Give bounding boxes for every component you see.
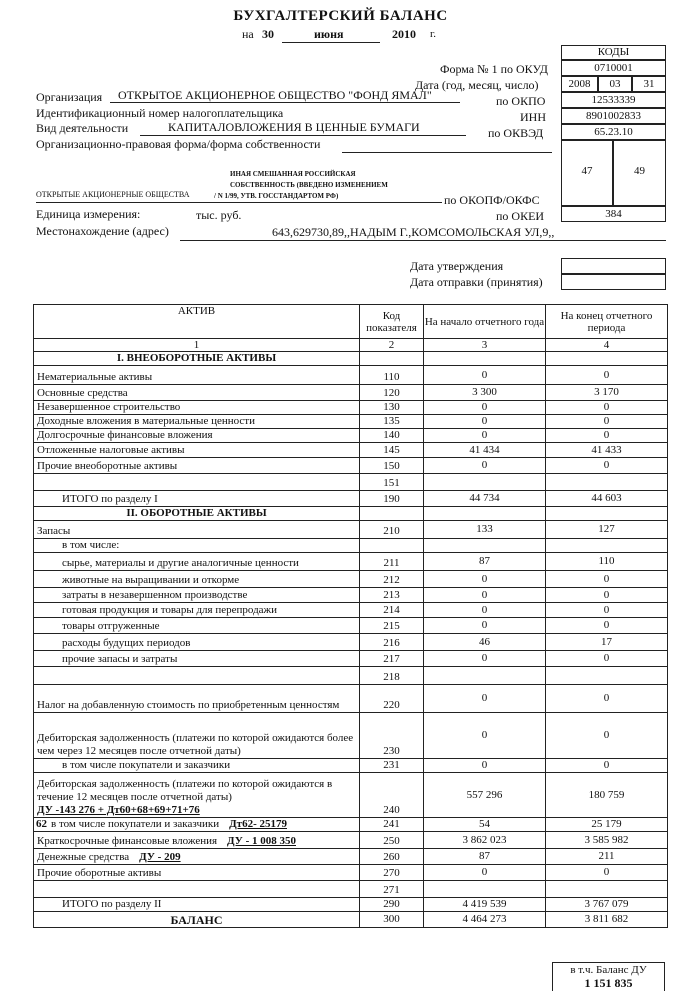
row-end: 25 179	[546, 818, 668, 832]
row-start: 46	[424, 634, 546, 651]
row-label-text: Нематериальные активы	[37, 371, 153, 383]
row-end: 0	[546, 651, 668, 667]
row-label-text: прочие запасы и затраты	[62, 653, 178, 665]
table-row	[34, 773, 668, 818]
row-code: 271	[360, 881, 424, 898]
row-start: 4 419 539	[424, 898, 546, 912]
table-row	[34, 458, 668, 474]
row-label	[34, 571, 360, 588]
row-label	[34, 713, 360, 759]
row-code: 213	[360, 588, 424, 603]
table-row	[34, 651, 668, 667]
row-start: 0	[424, 685, 546, 713]
row-start: 0	[424, 401, 546, 415]
row-start: 0	[424, 458, 546, 474]
row-end: 211	[546, 849, 668, 865]
row-code: 150	[360, 458, 424, 474]
row-label	[34, 832, 360, 849]
sent-label: Дата отправки (принятия)	[410, 275, 543, 289]
row-end: 0	[546, 618, 668, 634]
table-row	[34, 667, 668, 685]
row-start: 0	[424, 651, 546, 667]
table-row	[34, 818, 668, 832]
table-row	[34, 415, 668, 429]
row-end: 3 585 982	[546, 832, 668, 849]
row-start: 4 464 273	[424, 912, 546, 928]
row-label	[34, 881, 360, 898]
row-end: 3 170	[546, 385, 668, 401]
row-code: 135	[360, 415, 424, 429]
row-end: 0	[546, 458, 668, 474]
row-start: 0	[424, 759, 546, 773]
row-start: 0	[424, 588, 546, 603]
row-end: 0	[546, 685, 668, 713]
col-num-4: 4	[546, 339, 668, 352]
table-row	[34, 603, 668, 618]
row-label-text: ИТОГО по разделу I	[62, 493, 158, 505]
row-label-text: Краткосрочные финансовые вложения	[37, 835, 218, 847]
row-label-text: Денежные средства	[37, 851, 130, 863]
col-header-asset: АКТИВ	[34, 305, 360, 339]
row-code: 212	[360, 571, 424, 588]
row-label	[34, 634, 360, 651]
row-label	[34, 539, 360, 553]
table-row	[34, 474, 668, 491]
stamp-line2: СОБСТВЕННОСТЬ (ВВЕДЕНО ИЗМЕНЕНИЕМ	[230, 181, 388, 189]
section-row	[34, 507, 668, 521]
row-start: 3 300	[424, 385, 546, 401]
row-label	[34, 429, 360, 443]
row-code: 210	[360, 521, 424, 539]
table-row	[34, 539, 668, 553]
row-code: 300	[360, 912, 424, 928]
org-label: Организация	[36, 90, 103, 104]
row-end: 0	[546, 865, 668, 881]
row-label	[34, 443, 360, 458]
code-okved: 65.23.10	[561, 124, 666, 140]
row-end	[546, 474, 668, 491]
row-start	[424, 881, 546, 898]
table-row	[34, 832, 668, 849]
row-label	[34, 603, 360, 618]
row-label-text: товары отгруженные	[62, 620, 160, 632]
footer-note-line2: 1 151 835	[584, 976, 633, 990]
row-end: 110	[546, 553, 668, 571]
code-date-month: 03	[598, 76, 632, 92]
page-title: БУХГАЛТЕРСКИЙ БАЛАНС	[233, 8, 448, 24]
handwritten-note: ДУ -143 276 + Дт60+68+69+71+76	[37, 804, 200, 816]
row-code: 218	[360, 667, 424, 685]
row-label	[34, 759, 360, 773]
date-suffix: г.	[430, 28, 437, 40]
row-start	[424, 539, 546, 553]
row-start: 44 734	[424, 491, 546, 507]
table-row	[34, 401, 668, 415]
table-row	[34, 385, 668, 401]
row-code: 215	[360, 618, 424, 634]
okved-label: по ОКВЭД	[488, 126, 544, 140]
table-row	[34, 553, 668, 571]
col-header-code: Код показателя	[360, 305, 424, 339]
row-end: 41 433	[546, 443, 668, 458]
row-code: 145	[360, 443, 424, 458]
row-label-text: ИТОГО по разделу II	[62, 898, 162, 910]
table-row	[34, 759, 668, 773]
handwritten-note: Дт62- 25179	[229, 818, 287, 830]
row-label-text: Доходные вложения в материальные ценности	[37, 415, 255, 427]
approval-label: Дата утверждения	[410, 259, 504, 273]
address-label: Местонахождение (адрес)	[36, 224, 169, 238]
row-label	[34, 521, 360, 539]
row-label-text: в том числе покупатели и заказчики	[51, 818, 220, 830]
row-prefix: 62	[36, 818, 47, 830]
row-code: 216	[360, 634, 424, 651]
table-row	[34, 865, 668, 881]
row-end: 44 603	[546, 491, 668, 507]
col-header-end: На конец отчетного периода	[546, 305, 668, 339]
handwritten-note: ДУ - 1 008 350	[227, 835, 296, 847]
table-row	[34, 881, 668, 898]
table-row	[34, 521, 668, 539]
code-okpo: 12533339	[561, 92, 666, 108]
row-start: 0	[424, 865, 546, 881]
row-label	[34, 685, 360, 713]
table-row	[34, 685, 668, 713]
address-value: 643,629730,89,,НАДЫМ Г.,КОМСОМОЛЬСКАЯ УЛ,9,,	[272, 225, 555, 239]
row-end: 0	[546, 415, 668, 429]
row-end: 0	[546, 713, 668, 759]
section-title: II. ОБОРОТНЫЕ АКТИВЫ	[34, 507, 360, 521]
row-label-text: Отложенные налоговые активы	[37, 444, 185, 456]
row-label-text: Долгосрочные финансовые вложения	[37, 429, 213, 441]
row-end: 0	[546, 588, 668, 603]
stamp-line3: ОТКРЫТЫЕ АКЦИОНЕРНЫЕ ОБЩЕСТВА	[36, 190, 190, 199]
row-label-text: Прочие внеоборотные активы	[37, 460, 178, 472]
date-label: Дата (год, месяц, число)	[415, 78, 539, 92]
balance-table	[33, 304, 668, 928]
footer-note	[552, 962, 665, 991]
inn-label: Идентификационный номер налогоплательщика	[36, 106, 284, 120]
row-label	[34, 553, 360, 571]
code-date-day: 31	[632, 76, 666, 92]
row-code: 217	[360, 651, 424, 667]
empty-cell	[424, 352, 546, 366]
row-end: 0	[546, 603, 668, 618]
row-end: 0	[546, 401, 668, 415]
row-end: 127	[546, 521, 668, 539]
row-code: 250	[360, 832, 424, 849]
row-code: 120	[360, 385, 424, 401]
row-code: 241	[360, 818, 424, 832]
row-label-text: Основные средства	[37, 387, 128, 399]
row-start: 0	[424, 618, 546, 634]
row-code: 240	[360, 773, 424, 818]
row-label	[34, 588, 360, 603]
approval-box[interactable]	[561, 258, 666, 274]
row-label	[34, 458, 360, 474]
row-label	[34, 898, 360, 912]
code-okopf: 47	[561, 140, 613, 206]
table-row	[34, 443, 668, 458]
row-code: 140	[360, 429, 424, 443]
table-row	[34, 571, 668, 588]
row-label	[34, 667, 360, 685]
row-label-text: Прочие оборотные активы	[37, 867, 162, 879]
row-end: 0	[546, 366, 668, 385]
org-value: ОТКРЫТОЕ АКЦИОНЕРНОЕ ОБЩЕСТВО "ФОНД ЯМАЛ"	[118, 88, 432, 102]
stamp-line4: / N 1/99, УТВ. ГОССТАНДАРТОМ РФ)	[214, 192, 339, 200]
table-row	[34, 634, 668, 651]
row-code: 220	[360, 685, 424, 713]
row-end: 0	[546, 759, 668, 773]
row-label-text: Налог на добавленную стоимость по приобретенным ценностям	[37, 699, 340, 711]
row-label-text: затраты в незавершенном производстве	[62, 589, 248, 601]
row-code: 151	[360, 474, 424, 491]
row-code	[360, 539, 424, 553]
table-row	[34, 588, 668, 603]
activity-label: Вид деятельности	[36, 121, 129, 135]
row-end: 17	[546, 634, 668, 651]
row-label-text: Дебиторская задолженность (платежи по которой ожидаются более чем через 12 месяцев после отчетной даты)	[37, 732, 354, 757]
code-inn: 8901002833	[561, 108, 666, 124]
empty-cell	[360, 507, 424, 521]
row-label	[34, 865, 360, 881]
row-label-text: Незавершенное строительство	[37, 401, 181, 413]
row-label	[34, 491, 360, 507]
row-start: 41 434	[424, 443, 546, 458]
table-row	[34, 898, 668, 912]
row-label-text: БАЛАНС	[170, 913, 223, 927]
row-label	[34, 912, 360, 928]
row-code: 110	[360, 366, 424, 385]
row-end: 3 767 079	[546, 898, 668, 912]
code-date-year: 2008	[561, 76, 598, 92]
row-label	[34, 849, 360, 865]
row-end: 180 759	[546, 773, 668, 818]
row-code: 231	[360, 759, 424, 773]
row-label	[34, 474, 360, 491]
row-label-text: сырье, материалы и другие аналогичные ценности	[62, 557, 299, 569]
empty-cell	[360, 352, 424, 366]
row-start	[424, 667, 546, 685]
row-end: 0	[546, 571, 668, 588]
form-label: Форма № 1 по ОКУД	[440, 62, 548, 76]
activity-value: КАПИТАЛОВЛОЖЕНИЯ В ЦЕННЫЕ БУМАГИ	[168, 120, 420, 134]
row-code: 230	[360, 713, 424, 759]
row-start: 54	[424, 818, 546, 832]
row-start: 3 862 023	[424, 832, 546, 849]
row-label	[34, 415, 360, 429]
col-num-2: 2	[360, 339, 424, 352]
col-header-start: На начало отчетного года	[424, 305, 546, 339]
row-code: 290	[360, 898, 424, 912]
handwritten-note: ДУ - 209	[139, 851, 181, 863]
code-okfs: 49	[613, 140, 666, 206]
row-code: 214	[360, 603, 424, 618]
row-label	[34, 618, 360, 634]
row-code: 260	[360, 849, 424, 865]
codes-heading: КОДЫ	[561, 45, 666, 60]
code-okud: 0710001	[561, 60, 666, 76]
table-row	[34, 366, 668, 385]
date-prefix: на	[242, 27, 254, 41]
unit-label: Единица измерения:	[36, 207, 141, 221]
okopf-label: по ОКОПФ/ОКФС	[444, 193, 540, 207]
col-num-3: 3	[424, 339, 546, 352]
row-end: 3 811 682	[546, 912, 668, 928]
table-row	[34, 618, 668, 634]
row-label-text: Запасы	[37, 525, 71, 537]
legal-form-label: Организационно-правовая форма/форма собственности	[36, 137, 321, 151]
row-start: 0	[424, 366, 546, 385]
empty-cell	[546, 352, 668, 366]
row-label-text: расходы будущих периодов	[62, 637, 191, 649]
row-code: 211	[360, 553, 424, 571]
row-end: 0	[546, 429, 668, 443]
sent-box[interactable]	[561, 274, 666, 290]
table-row	[34, 491, 668, 507]
row-start: 0	[424, 713, 546, 759]
row-label-text: Дебиторская задолженность (платежи по которой ожидаются в течение 12 месяцев после отчетной даты)	[37, 778, 333, 803]
okei-label: по ОКЕИ	[496, 209, 545, 223]
row-start: 87	[424, 849, 546, 865]
date-year: 2010	[392, 27, 416, 41]
row-code: 270	[360, 865, 424, 881]
row-label	[34, 401, 360, 415]
table-row	[34, 849, 668, 865]
row-end	[546, 667, 668, 685]
row-start: 557 296	[424, 773, 546, 818]
row-start: 0	[424, 429, 546, 443]
inn-short-label: ИНН	[520, 110, 546, 124]
row-code: 130	[360, 401, 424, 415]
row-label	[34, 818, 360, 832]
empty-cell	[546, 507, 668, 521]
row-label	[34, 366, 360, 385]
row-start: 87	[424, 553, 546, 571]
okpo-label: по ОКПО	[496, 94, 546, 108]
footer-note-line1: в т.ч. Баланс ДУ	[570, 964, 647, 976]
row-label-text: в том числе покупатели и заказчики	[62, 759, 231, 771]
row-start	[424, 474, 546, 491]
row-label	[34, 385, 360, 401]
section-row	[34, 352, 668, 366]
row-start: 0	[424, 415, 546, 429]
row-label-text: готовая продукция и товары для перепродажи	[62, 604, 278, 616]
row-end	[546, 539, 668, 553]
row-label	[34, 651, 360, 667]
code-okei: 384	[561, 206, 666, 222]
stamp-line1: ИНАЯ СМЕШАННАЯ РОССИЙСКАЯ	[230, 170, 356, 178]
row-label-text: животные на выращивании и откорме	[62, 574, 240, 586]
row-start: 0	[424, 603, 546, 618]
date-month: июня	[314, 27, 344, 41]
table-row	[34, 429, 668, 443]
section-title: I. ВНЕОБОРОТНЫЕ АКТИВЫ	[34, 352, 360, 366]
table-row	[34, 912, 668, 928]
row-label-text: в том числе:	[62, 539, 120, 551]
row-label	[34, 773, 360, 818]
empty-cell	[424, 507, 546, 521]
row-end	[546, 881, 668, 898]
row-code: 190	[360, 491, 424, 507]
table-row	[34, 713, 668, 759]
unit-value: тыс. руб.	[196, 208, 242, 222]
row-start: 133	[424, 521, 546, 539]
row-start: 0	[424, 571, 546, 588]
col-num-1: 1	[34, 339, 360, 352]
date-day: 30	[262, 27, 274, 41]
